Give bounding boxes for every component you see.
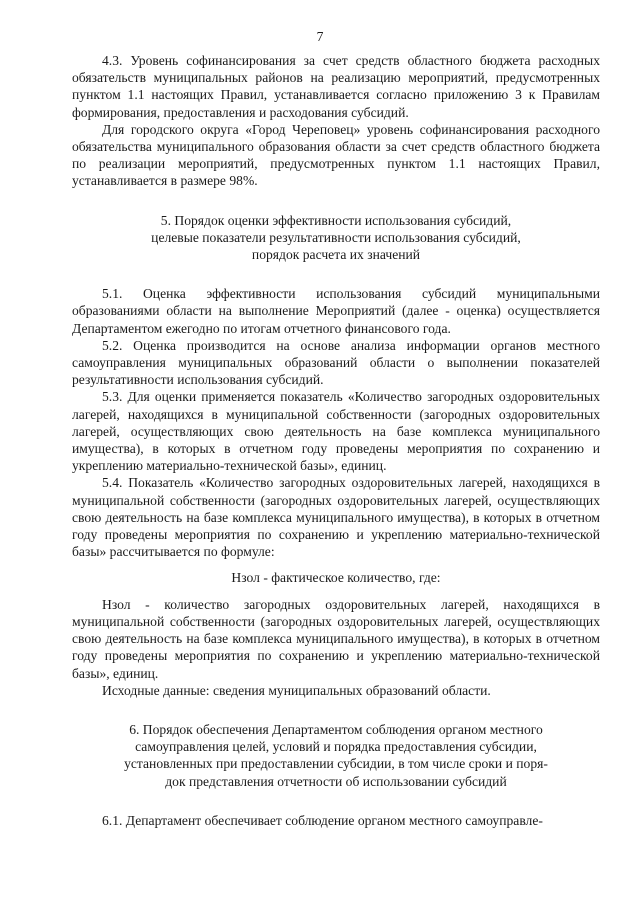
paragraph-5-4: 5.4. Показатель «Количество загородных оздоровительных лагерей, находящихся в муниципальной собственности (загородных оздоровительных лагерей, осуществляющих свою деятельность на базе комплекса муниципального имущества), в которых в отчетном году проведены мероприятия по сохранению и укреплению материально-технической базы» рассчитывается по формуле: bbox=[72, 475, 600, 560]
paragraph-5-2: 5.2. Оценка производится на основе анализа информации органов местного самоуправления муниципальных образований области о выполнении показателей результативности использования субсидий. bbox=[72, 337, 600, 388]
paragraph-6-1: 6.1. Департамент обеспечивает соблюдение органом местного самоуправле- bbox=[102, 812, 543, 828]
section-6-heading bbox=[72, 721, 600, 790]
paragraph-5-3: 5.3. Для оценки применяется показатель «Количество загородных оздоровительных лагерей, находящихся в муниципальной собственности (загородных оздоровительных лагерей, осуществляющих свою деятельность на базе комплекса муниципального имущества), в которых в отчетном году проведены мероприятия по сохранению и укреплению материально-технической базы», единиц. bbox=[72, 389, 600, 474]
section-6-heading-line: док представления отчетности об использовании субсидий bbox=[165, 773, 507, 789]
section-6-heading-line: 6. Порядок обеспечения Департаментом соблюдения органом местного bbox=[129, 721, 543, 737]
paragraph-4-3-cherepovets: Для городского округа «Город Череповец» уровень софинансирования расходного обязательства муниципального образования области за счет средств областного бюджета по реализации мероприятий, предусмотренных пунктом 1.1 настоящих Правил, устанавливается в размере 98%. bbox=[72, 121, 600, 189]
paragraph-5-1: 5.1. Оценка эффективности использования субсидий муниципальными образованиями области на выполнение Мероприятий (далее - оценка) осуществляется Департаментом ежегодно по итогам отчетного финансового года. bbox=[72, 286, 600, 336]
formula-line: Нзол - фактическое количество, где: bbox=[231, 570, 441, 586]
paragraph-source-data: Исходные данные: сведения муниципальных образований области. bbox=[102, 682, 491, 698]
section-5-heading bbox=[72, 212, 600, 264]
document-body bbox=[72, 52, 600, 829]
section-6-heading-line: самоуправления целей, условий и порядка предоставления субсидии, bbox=[135, 739, 537, 755]
section-5-heading-line: целевые показатели результативности использования субсидий, bbox=[151, 229, 521, 245]
section-5-heading-line: 5. Порядок оценки эффективности использования субсидий, bbox=[160, 212, 512, 228]
paragraph-4-3: 4.3. Уровень софинансирования за счет средств областного бюджета расходных обязательств муниципальных районов на реализацию мероприятий, предусмотренных пунктом 1.1 настоящих Правил, устанавливается согласно приложению 3 к Правилам формирования, предоставления и расходования субсидий. bbox=[72, 53, 600, 120]
page-number: 7 bbox=[316, 29, 324, 44]
section-5-heading-line: порядок расчета их значений bbox=[251, 247, 421, 263]
section-6-heading-line: установленных при предоставлении субсидии, в том числе сроки и поря- bbox=[124, 756, 548, 772]
paragraph-definition: Нзол - количество загородных оздоровительных лагерей, находящихся в муниципальной собственности (загородных оздоровительных лагерей, осуществляющих свою деятельность на базе комплекса муниципального имущества), в которых в отчетном году проведены мероприятия по сохранению и укреплению материально-технической базы», единиц. bbox=[72, 596, 600, 681]
